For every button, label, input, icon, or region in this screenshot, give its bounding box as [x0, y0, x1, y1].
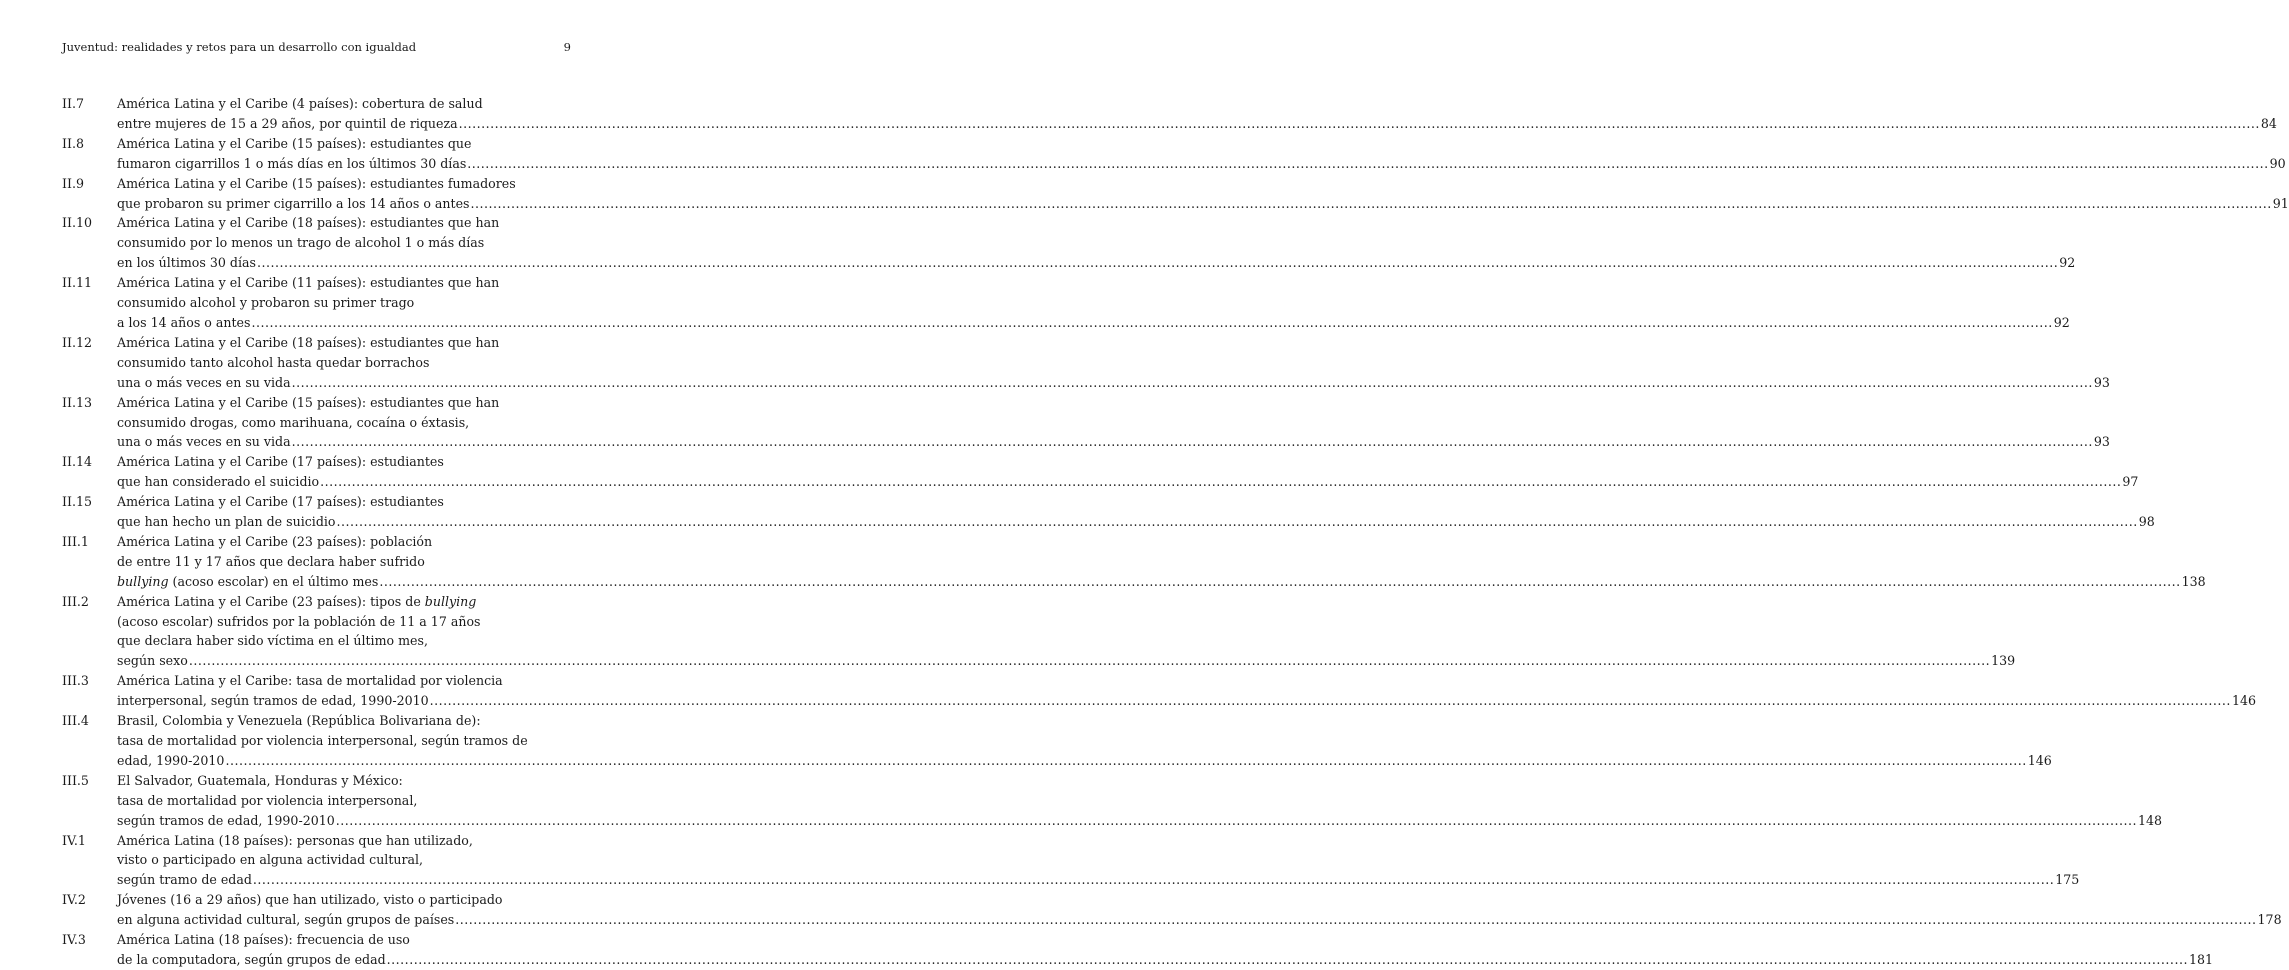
toc-entry-last-line — [117, 751, 2052, 771]
toc-entry — [62, 492, 2155, 532]
toc-entry-line: América Latina y el Caribe (15 países): estudiantes fumadores — [117, 175, 516, 191]
toc-entry-page: 148 — [2138, 812, 2163, 828]
toc-entry — [62, 134, 2286, 174]
toc-entry-number: II.15 — [62, 494, 92, 510]
table-of-contents — [62, 94, 2289, 970]
toc-entry-last-line — [117, 253, 2076, 273]
toc-entry-number: III.1 — [62, 533, 89, 549]
dot-leader: ................................................................................................................................................................................................................................................................................................................................................................................................................ — [386, 951, 2188, 967]
dot-leader: ................................................................................................................................................................................................................................................................................................................................................................................................................ — [467, 155, 2269, 171]
toc-entry-last-text — [117, 373, 291, 393]
toc-entry — [62, 671, 2256, 711]
dot-leader: ................................................................................................................................................................................................................................................................................................................................................................................................................ — [251, 314, 2053, 330]
toc-entry-last-text — [117, 114, 458, 134]
toc-entry-last-line — [117, 950, 2213, 970]
running-header — [62, 40, 571, 54]
toc-entry-number: II.7 — [62, 96, 84, 111]
toc-entry-number: II.8 — [62, 135, 84, 151]
toc-entry-last-line — [117, 373, 2110, 393]
toc-entry-line-text: América Latina y el Caribe (23 países): tipos de — [117, 593, 425, 609]
toc-entry-line: consumido drogas, como marihuana, cocaína o éxtasis, — [117, 414, 470, 430]
toc-entry-last-rest: que han hecho un plan de suicidio — [117, 514, 336, 530]
toc-entry-page: 84 — [2260, 115, 2277, 131]
toc-entry-line: América Latina y el Caribe (18 países): estudiantes que han — [117, 334, 500, 350]
toc-entry-title — [117, 831, 2080, 891]
toc-entry-last-rest: interpersonal, según tramos de edad, 1990-2010 — [117, 693, 429, 709]
toc-entry-page: 92 — [2059, 255, 2076, 271]
toc-entry-title — [117, 94, 2277, 134]
toc-entry-last-text — [117, 154, 466, 174]
toc-entry-line: consumido alcohol y probaron su primer trago — [117, 295, 415, 311]
toc-entry-line: América Latina y el Caribe (18 países): estudiantes que han — [117, 215, 500, 231]
toc-entry-last-rest: que han considerado el suicidio — [117, 474, 320, 490]
toc-entry-line: América Latina y el Caribe (23 países): población — [117, 533, 433, 549]
dot-leader: ................................................................................................................................................................................................................................................................................................................................................................................................................ — [291, 434, 2093, 450]
toc-entry — [62, 930, 2213, 970]
dot-leader: ................................................................................................................................................................................................................................................................................................................................................................................................................ — [455, 912, 2257, 928]
toc-entry-title — [117, 671, 2256, 711]
toc-entry-page: 175 — [2055, 872, 2080, 888]
toc-entry-page: 146 — [2027, 752, 2052, 768]
toc-entry-number: II.9 — [62, 175, 84, 191]
dot-leader: ................................................................................................................................................................................................................................................................................................................................................................................................................ — [320, 474, 2122, 490]
toc-entry-line: tasa de mortalidad por violencia interpersonal, según tramos de — [117, 733, 528, 748]
toc-entry-last-text — [117, 950, 386, 970]
toc-entry-last-text — [117, 512, 335, 532]
toc-entry — [62, 174, 2289, 214]
toc-entry-last-line — [117, 910, 2282, 930]
toc-entry-last-rest: según sexo — [117, 653, 188, 669]
toc-entry-line: América Latina y el Caribe (11 países): estudiantes que han — [117, 275, 500, 291]
toc-entry-page: 91 — [2272, 195, 2289, 211]
toc-entry-last-text — [117, 910, 454, 930]
toc-entry-line: visto o participado en alguna actividad cultural, — [117, 852, 424, 868]
toc-entry-line: América Latina y el Caribe (15 países): estudiantes que han — [117, 394, 500, 410]
toc-entry-line: consumido tanto alcohol hasta quedar borrachos — [117, 354, 430, 370]
toc-entry-last-text — [117, 472, 319, 492]
dot-leader: ................................................................................................................................................................................................................................................................................................................................................................................................................ — [458, 115, 2260, 131]
toc-entry-line: América Latina y el Caribe (4 países): cobertura de salud — [117, 96, 483, 111]
toc-entry — [62, 532, 2206, 592]
toc-entry-last-rest: (acoso escolar) en el último mes — [168, 573, 379, 589]
toc-entry-last-line — [117, 313, 2070, 333]
toc-entry-last-line — [117, 432, 2110, 452]
toc-entry-last-rest: que probaron su primer cigarrillo a los 14 años o antes — [117, 195, 470, 211]
toc-entry — [62, 213, 2076, 273]
toc-entry-number: II.13 — [62, 394, 92, 410]
toc-entry-page: 93 — [2093, 374, 2110, 390]
toc-entry-page: 92 — [2053, 314, 2070, 330]
toc-entry — [62, 890, 2282, 930]
toc-entry-last-rest: en alguna actividad cultural, según grupos de países — [117, 912, 455, 928]
toc-entry-last-text — [117, 811, 335, 831]
toc-entry-last-line — [117, 512, 2155, 532]
toc-entry-line: de entre 11 y 17 años que declara haber sufrido — [117, 553, 425, 569]
toc-entry-page: 139 — [1991, 653, 2016, 669]
toc-entry-last-text — [117, 651, 188, 671]
toc-entry-last-rest: entre mujeres de 15 a 29 años, por quintil de riqueza — [117, 115, 458, 131]
toc-entry-last-text — [117, 194, 470, 214]
toc-entry-page: 90 — [2269, 155, 2286, 171]
toc-entry-line: América Latina (18 países): frecuencia de uso — [117, 932, 410, 948]
dot-leader: ................................................................................................................................................................................................................................................................................................................................................................................................................ — [225, 752, 2027, 768]
toc-entry-last-text — [117, 432, 291, 452]
toc-entry-last-text — [117, 751, 224, 771]
toc-entry-number: III.4 — [62, 713, 89, 729]
toc-entry-line: América Latina y el Caribe: tasa de mortalidad por violencia — [117, 673, 503, 689]
toc-entry-page: 98 — [2138, 514, 2155, 530]
toc-entry-last-line — [117, 154, 2286, 174]
toc-entry-last-line — [117, 870, 2080, 890]
toc-entry-number: III.2 — [62, 593, 89, 609]
toc-entry-title — [117, 890, 2282, 930]
toc-entry-last-line — [117, 572, 2206, 592]
toc-entry-number: III.5 — [62, 772, 89, 788]
toc-entry-last-line — [117, 691, 2256, 711]
toc-entry-last-line — [117, 651, 2016, 671]
toc-entry-line: América Latina y el Caribe (15 países): estudiantes que — [117, 135, 472, 151]
toc-entry-line: Brasil, Colombia y Venezuela (República Bolivariana de): — [117, 713, 481, 729]
dot-leader: ................................................................................................................................................................................................................................................................................................................................................................................................................ — [256, 255, 2059, 271]
toc-entry-line: tasa de mortalidad por violencia interpersonal, — [117, 792, 418, 808]
toc-entry-last-rest: fumaron cigarrillos 1 o más días en los últimos 30 días — [117, 155, 467, 171]
toc-entry-page: 138 — [2181, 573, 2206, 589]
dot-leader: ................................................................................................................................................................................................................................................................................................................................................................................................................ — [429, 693, 2231, 709]
header-page-number: 9 — [563, 40, 571, 54]
toc-entry-number: II.12 — [62, 334, 92, 350]
toc-entry-number: IV.2 — [62, 892, 86, 908]
toc-entry-title — [117, 492, 2155, 532]
toc-entry-title — [117, 134, 2286, 174]
toc-entry-page: 178 — [2257, 912, 2282, 928]
dot-leader: ................................................................................................................................................................................................................................................................................................................................................................................................................ — [379, 573, 2181, 589]
toc-entry — [62, 333, 2110, 393]
toc-entry-last-rest: una o más veces en su vida — [117, 434, 291, 450]
toc-entry-title — [117, 930, 2213, 970]
toc-entry-number: IV.1 — [62, 832, 86, 848]
toc-entry-last-rest: de la computadora, según grupos de edad — [117, 951, 386, 967]
toc-entry-line: (acoso escolar) sufridos por la población de 11 a 17 años — [117, 613, 481, 629]
toc-entry-title — [117, 592, 2016, 672]
toc-entry-number: II.10 — [62, 215, 92, 231]
toc-entry-number: IV.3 — [62, 932, 86, 948]
toc-entry-line: que declara haber sido víctima en el último mes, — [117, 633, 428, 649]
toc-entry — [62, 273, 2070, 333]
toc-entry-title — [117, 452, 2139, 492]
dot-leader: ................................................................................................................................................................................................................................................................................................................................................................................................................ — [188, 653, 1991, 669]
toc-entry-line: América Latina y el Caribe (17 países): estudiantes — [117, 454, 444, 470]
toc-entry-title — [117, 771, 2163, 831]
toc-entry-line: Jóvenes (16 a 29 años) que han utilizado, visto o participado — [117, 892, 503, 908]
toc-entry-line: consumido por lo menos un trago de alcohol 1 o más días — [117, 235, 485, 251]
toc-entry — [62, 592, 2016, 672]
toc-entry-last-rest: edad, 1990-2010 — [117, 752, 225, 768]
toc-entry-page: 97 — [2122, 474, 2139, 490]
toc-entry-line-italic: bullying — [424, 593, 477, 609]
toc-entry-title — [117, 711, 2052, 771]
toc-entry-last-line — [117, 811, 2163, 831]
toc-entry-last-rest: en los últimos 30 días — [117, 255, 256, 271]
toc-entry-title — [117, 273, 2070, 333]
toc-entry — [62, 831, 2080, 891]
toc-entry-last-line — [117, 472, 2139, 492]
toc-entry-last-text — [117, 691, 429, 711]
toc-entry-number: II.14 — [62, 454, 92, 470]
toc-entry-page: 181 — [2188, 951, 2213, 967]
toc-entry-number: III.3 — [62, 673, 89, 689]
toc-entry-last-italic: bullying — [117, 573, 169, 589]
toc-entry-last-rest: una o más veces en su vida — [117, 374, 291, 390]
toc-entry-line: América Latina y el Caribe (17 países): estudiantes — [117, 494, 444, 510]
toc-entry-last-text — [117, 313, 250, 333]
toc-entry-title — [117, 174, 2289, 214]
dot-leader: ................................................................................................................................................................................................................................................................................................................................................................................................................ — [252, 872, 2055, 888]
dot-leader: ................................................................................................................................................................................................................................................................................................................................................................................................................ — [470, 195, 2272, 211]
toc-entry — [62, 711, 2052, 771]
toc-entry — [62, 771, 2163, 831]
toc-entry-title — [117, 532, 2206, 592]
toc-entry-line — [117, 592, 571, 612]
toc-entry-last-rest: a los 14 años o antes — [117, 314, 251, 330]
dot-leader: ................................................................................................................................................................................................................................................................................................................................................................................................................ — [335, 812, 2138, 828]
toc-entry-last-text — [117, 572, 378, 592]
dot-leader: ................................................................................................................................................................................................................................................................................................................................................................................................................ — [336, 514, 2138, 530]
toc-entry — [62, 452, 2139, 492]
toc-entry-number: II.11 — [62, 275, 92, 291]
toc-entry-last-line — [117, 114, 2277, 134]
toc-entry-title — [117, 393, 2110, 453]
toc-entry-line: América Latina (18 países): personas que han utilizado, — [117, 832, 473, 848]
toc-entry-last-text — [117, 253, 256, 273]
toc-entry-page: 146 — [2231, 693, 2256, 709]
toc-entry-title — [117, 333, 2110, 393]
toc-entry — [62, 393, 2110, 453]
toc-entry-last-rest: según tramo de edad — [117, 872, 252, 888]
toc-entry-title — [117, 213, 2076, 273]
header-title: Juventud: realidades y retos para un desarrollo con igualdad — [62, 40, 417, 54]
toc-entry-last-text — [117, 870, 252, 890]
toc-entry-last-line — [117, 194, 2289, 214]
toc-entry — [62, 94, 2277, 134]
dot-leader: ................................................................................................................................................................................................................................................................................................................................................................................................................ — [291, 374, 2093, 390]
toc-entry-page: 93 — [2093, 434, 2110, 450]
toc-entry-last-rest: según tramos de edad, 1990-2010 — [117, 812, 335, 828]
toc-entry-line: El Salvador, Guatemala, Honduras y México: — [117, 772, 403, 788]
